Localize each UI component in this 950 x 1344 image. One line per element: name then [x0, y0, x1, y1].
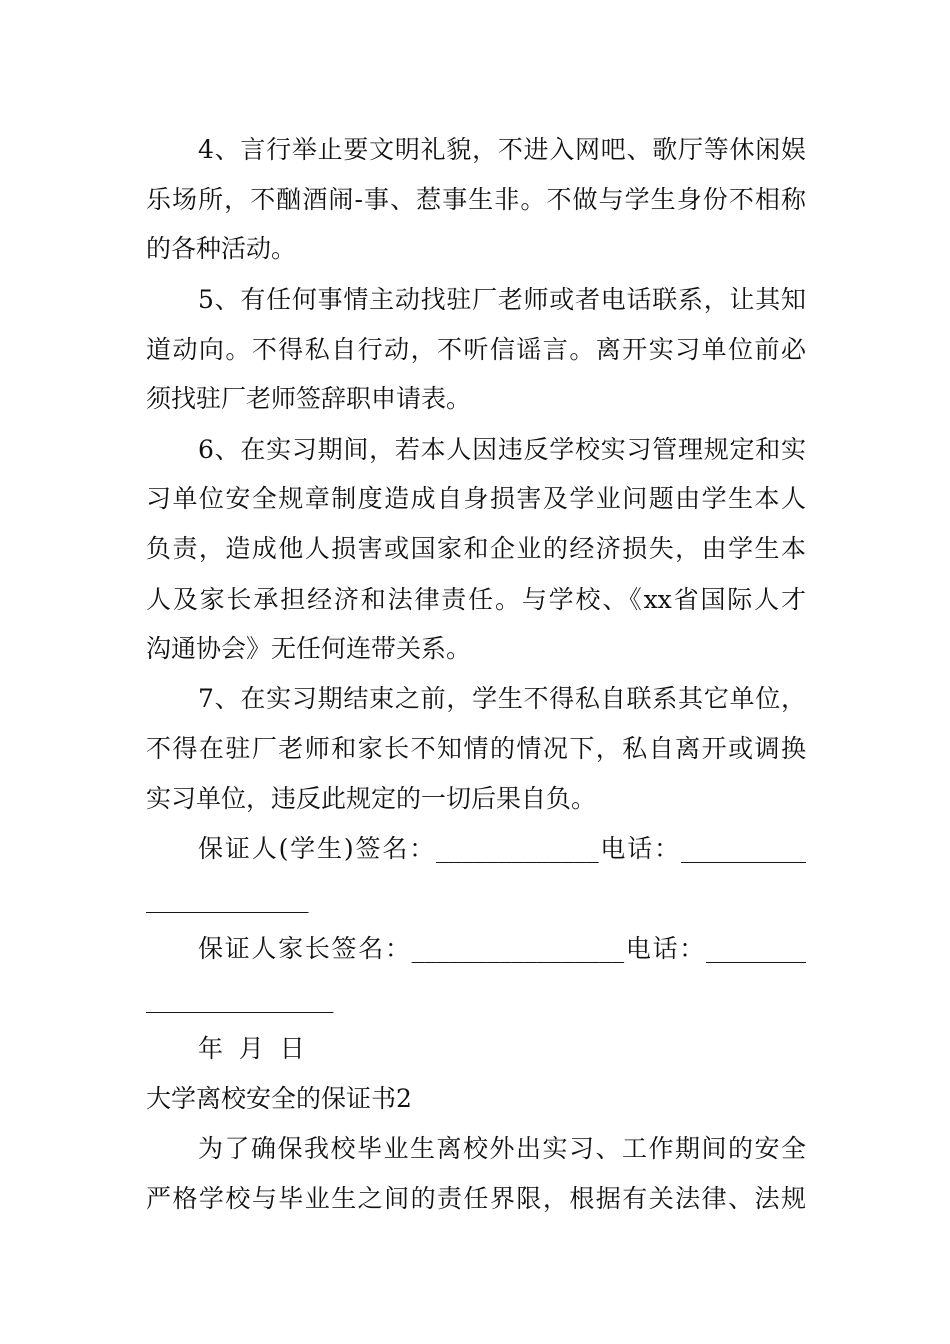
text-line: 7、在实习期结束之前，学生不得私自联系其它单位， — [198, 684, 806, 713]
parent-signature-line: 保证人家长签名：_________________电话：________ — [198, 934, 806, 963]
parent-signature-continuation: _______________ — [146, 984, 334, 1013]
text-line: 须找驻厂老师签辞职申请表。 — [146, 384, 472, 413]
date-line: 年 月 日 — [198, 1034, 305, 1063]
text-line: 严格学校与毕业生之间的责任界限，根据有关法律、法规 — [146, 1184, 806, 1213]
text-line: 沟通协会》无任何连带关系。 — [146, 634, 472, 663]
text-line: 为了确保我校毕业生离校外出实习、工作期间的安全 — [198, 1134, 806, 1163]
text-line: 乐场所，不酗酒闹-事、惹事生非。不做与学生身份不相称 — [146, 185, 806, 214]
text-line: 道动向。不得私自行动，不听信谣言。离开实习单位前必 — [146, 335, 806, 364]
text-line: 负责，造成他人损害或国家和企业的经济损失，由学生本 — [146, 534, 806, 563]
text-line: 人及家长承担经济和法律责任。与学校、《xx省国际人才 — [146, 585, 806, 614]
text-line: 5、有任何事情主动找驻厂老师或者电话联系，让其知 — [198, 285, 806, 314]
text-line: 习单位安全规章制度造成自身损害及学业问题由学生本人 — [146, 484, 806, 513]
student-signature-continuation: _____________ — [146, 884, 309, 913]
text-line: 的各种活动。 — [146, 234, 297, 263]
text-line: 实习单位，违反此规定的一切后果自负。 — [146, 784, 597, 813]
section-title: 大学离校安全的保证书2 — [146, 1084, 412, 1113]
text-line: 6、在实习期间，若本人因违反学校实习管理规定和实 — [198, 435, 806, 464]
text-line: 不得在驻厂老师和家长不知情的情况下，私自离开或调换 — [146, 734, 806, 763]
student-signature-line: 保证人(学生)签名：_____________电话：__________ — [198, 834, 806, 863]
text-line: 4、言行举止要文明礼貌，不进入网吧、歌厅等休闲娱 — [198, 135, 806, 164]
